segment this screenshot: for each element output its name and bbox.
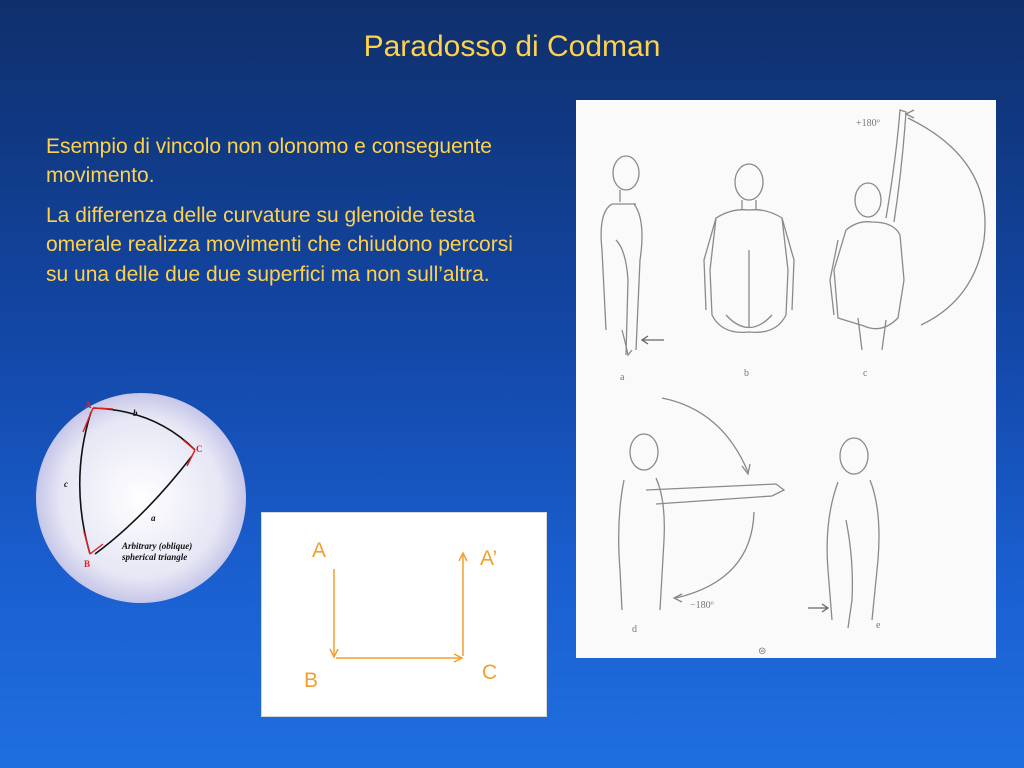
vertex-a-label: A xyxy=(85,400,92,410)
spherical-triangle-figure xyxy=(35,392,247,604)
point-a-label: A xyxy=(312,539,327,562)
side-b-label: b xyxy=(133,408,138,418)
paragraph-2: La differenza delle curvature su glenoide testa omerale realizza movimenti che chiudono percorsi su una delle due due superfici ma non sull’altra. xyxy=(46,203,513,286)
side-a-label: a xyxy=(151,513,156,523)
figure-d xyxy=(619,434,784,610)
point-b-label: B xyxy=(304,669,319,692)
panel-label-e: e xyxy=(876,620,881,631)
arrow-a xyxy=(642,336,664,344)
figure-b xyxy=(704,164,794,332)
vertex-c-label: C xyxy=(196,444,203,454)
angle-top-label: +180º xyxy=(856,118,880,129)
sphere-disc xyxy=(36,393,246,603)
side-c-label: c xyxy=(64,479,68,489)
paragraph-1: Esempio di vincolo non olonomo e conseguente movimento. xyxy=(46,135,492,188)
body-text xyxy=(46,132,526,299)
slide-title: Paradosso di Codman xyxy=(363,30,661,63)
footer-mark: ⊜ xyxy=(758,646,767,657)
panel-label-b: b xyxy=(744,368,749,379)
arrow-c xyxy=(906,110,914,118)
panel-label-c: c xyxy=(863,368,868,379)
panel-label-d: d xyxy=(632,624,637,635)
figure-a xyxy=(601,156,642,355)
arc-d-bottom xyxy=(676,512,754,598)
sphere-svg xyxy=(35,392,247,604)
codman-drawing xyxy=(576,100,996,658)
angle-bottom-label: −180º xyxy=(690,600,714,611)
figure-e xyxy=(827,438,879,628)
arc-c xyxy=(908,118,985,325)
figure-c xyxy=(830,110,906,350)
vertex-b-label: B xyxy=(84,559,91,569)
path-diagram xyxy=(261,512,547,717)
codman-figure-panel xyxy=(576,100,996,658)
caption-line-2: spherical triangle xyxy=(122,552,188,562)
arrow-e xyxy=(808,604,828,612)
point-c-label: C xyxy=(482,661,498,684)
panel-label-a: a xyxy=(620,372,625,383)
caption-line-1: Arbitrary (oblique) xyxy=(122,541,193,551)
arc-d-top xyxy=(662,398,748,472)
point-a-prime-label: A’ xyxy=(480,547,498,570)
